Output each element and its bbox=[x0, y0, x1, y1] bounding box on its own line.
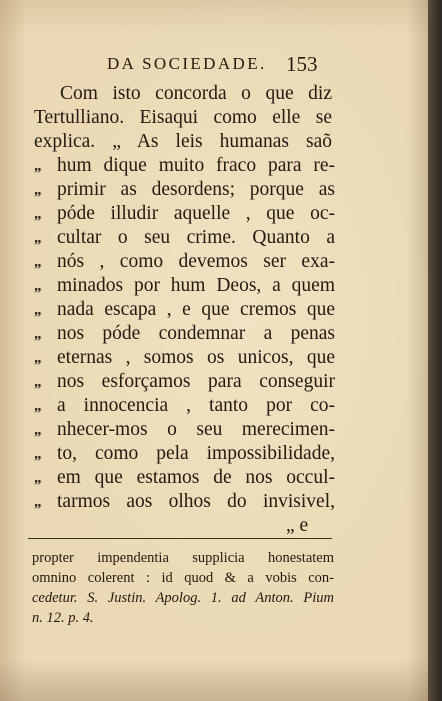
text-line bbox=[0, 442, 442, 466]
quote-mark: „ bbox=[34, 470, 42, 486]
page-number: 153 bbox=[286, 52, 318, 76]
running-head: DA SOCIEDADE. bbox=[107, 54, 267, 73]
text-line bbox=[0, 370, 442, 394]
text-line bbox=[0, 82, 442, 106]
line-text: Tertulliano. Eisaqui como elle se bbox=[34, 107, 332, 128]
text-line bbox=[0, 226, 442, 250]
text-line bbox=[0, 466, 442, 490]
line-text: hum dique muito fraco para re- bbox=[57, 155, 335, 176]
line-text: cultar o seu crime. Quanto a bbox=[57, 227, 335, 248]
quote-mark: „ bbox=[34, 326, 42, 342]
line-text: a innocencia , tanto por co- bbox=[57, 395, 335, 416]
line-text: nós , como devemos ser exa- bbox=[57, 251, 335, 272]
line-text: to, como pela impossibilidade, bbox=[57, 443, 335, 464]
quote-mark: „ bbox=[34, 182, 42, 198]
quote-mark: „ bbox=[34, 158, 42, 174]
line-text: explica. „ As leis humanas saõ bbox=[34, 131, 332, 152]
text-line bbox=[0, 298, 442, 322]
quote-mark: „ bbox=[34, 398, 42, 414]
line-text: em que estamos de nos occul- bbox=[57, 467, 335, 488]
text-line bbox=[0, 250, 442, 274]
footnote-line: omnino colerent : id quod & a vobis con- bbox=[32, 570, 334, 586]
text-line bbox=[0, 394, 442, 418]
text-line bbox=[0, 322, 442, 346]
text-line bbox=[0, 106, 442, 130]
text-line bbox=[0, 154, 442, 178]
quote-mark: „ bbox=[34, 254, 42, 270]
line-text: eternas , somos os unicos, que bbox=[57, 347, 335, 368]
quote-mark: „ bbox=[34, 302, 42, 318]
catchword: „ e bbox=[286, 515, 309, 536]
line-text: minados por hum Deos, a quem bbox=[57, 275, 335, 296]
text-line bbox=[0, 274, 442, 298]
quote-mark: „ bbox=[34, 350, 42, 366]
footnote-line: n. 12. p. 4. bbox=[32, 610, 94, 626]
footnote-line: cedetur. S. Justin. Apolog. 1. ad Anton. Pium bbox=[32, 590, 334, 606]
quote-mark: „ bbox=[34, 494, 42, 510]
text-line bbox=[0, 202, 442, 226]
text-line bbox=[0, 178, 442, 202]
line-text: nos esforçamos para conseguir bbox=[57, 371, 335, 392]
quote-mark: „ bbox=[34, 230, 42, 246]
quote-mark: „ bbox=[34, 446, 42, 462]
line-text: nos póde condemnar a penas bbox=[57, 323, 335, 344]
quote-mark: „ bbox=[34, 422, 42, 438]
line-text: nhecer-mos o seu merecimen- bbox=[57, 419, 335, 440]
footnote-rule bbox=[28, 538, 332, 539]
quote-mark: „ bbox=[34, 206, 42, 222]
quote-mark: „ bbox=[34, 374, 42, 390]
text-line bbox=[0, 130, 442, 154]
line-text: tarmos aos olhos do invisivel, bbox=[57, 491, 335, 512]
text-line bbox=[0, 490, 442, 514]
text-line bbox=[0, 418, 442, 442]
page-header bbox=[0, 52, 442, 82]
quote-mark: „ bbox=[34, 278, 42, 294]
line-text: Com isto concorda o que diz bbox=[60, 83, 332, 104]
catchword-line bbox=[0, 514, 442, 538]
line-text: nada escapa , e que cremos que bbox=[57, 299, 335, 320]
footnote-line: propter impendentia supplicia honestatem bbox=[32, 550, 334, 566]
line-text: primir as desordens; porque as bbox=[57, 179, 335, 200]
line-text: póde illudir aquelle , que oc- bbox=[57, 203, 335, 224]
text-line bbox=[0, 346, 442, 370]
